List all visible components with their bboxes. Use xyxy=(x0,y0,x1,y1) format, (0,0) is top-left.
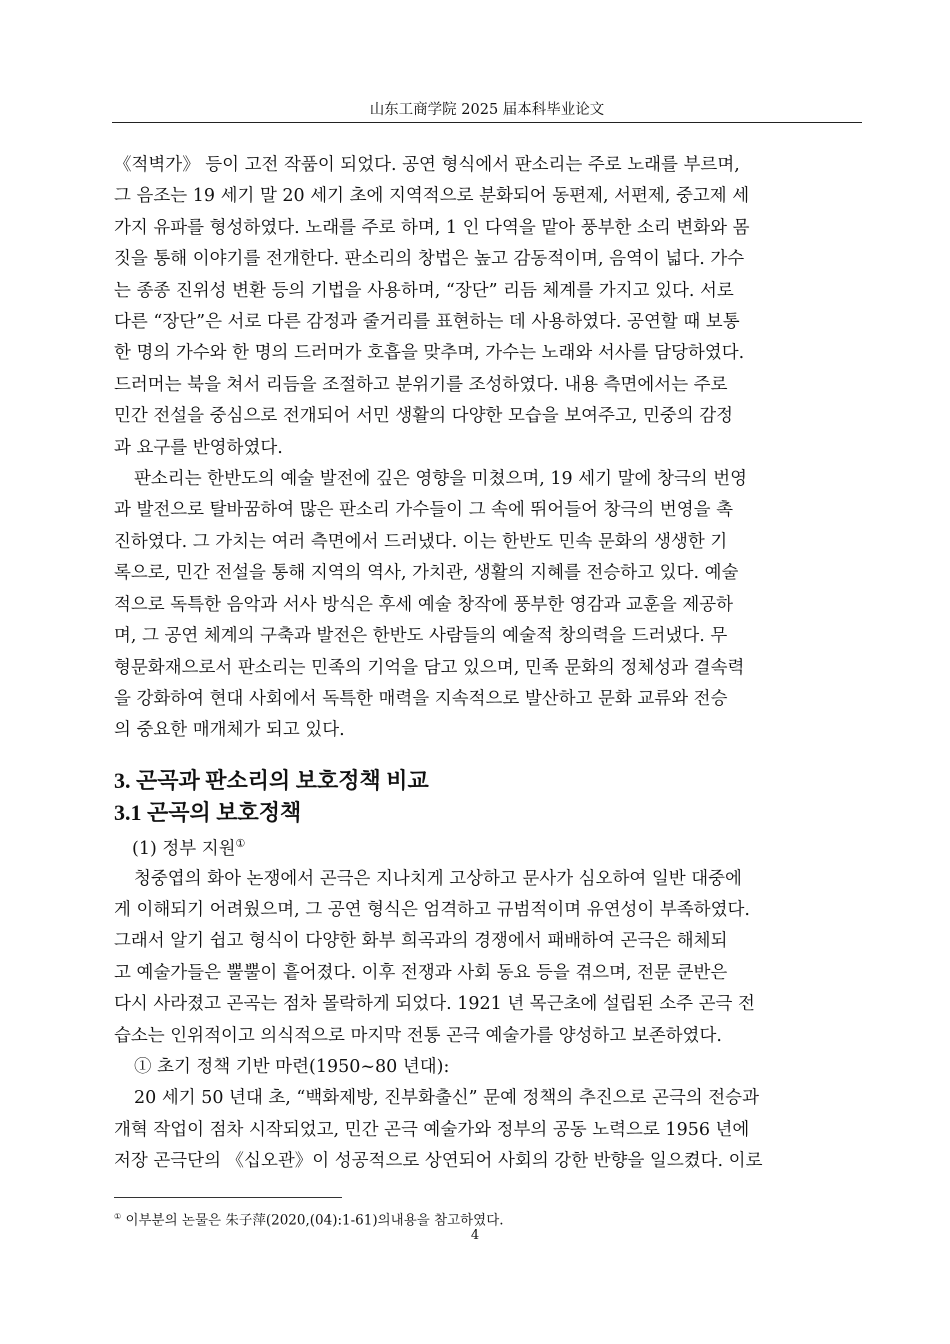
paragraph-2 xyxy=(114,464,860,747)
text-line: 다른 “장단”은 서로 다른 감정과 줄거리를 표현하는 데 사용하였다. 공연할 때 보통 xyxy=(114,312,740,333)
text-line: 한 명의 가수와 한 명의 드러머가 호흡을 맞추며, 가수는 노래와 서사를 담당하였다. xyxy=(114,343,745,364)
text-line: 록으로, 민간 전설을 통해 지역의 역사, 가치관, 생활의 지혜를 전승하고 있다. 예술 xyxy=(114,563,739,584)
text-line: ① 초기 정책 기반 마련(1950~80 년대): xyxy=(134,1056,450,1077)
text-line: 20 세기 50 년대 초, “백화제방, 진부화출신” 문예 정책의 추진으로 곤극의 전승과 xyxy=(134,1088,759,1109)
text-line: 게 이해되기 어려웠으며, 그 공연 형식은 엄격하고 규범적이며 유연성이 부족하였다. xyxy=(114,899,750,920)
text-line: 습소는 인위적이고 의식적으로 마지막 전통 곤극 예술가를 양성하고 보존하였다. xyxy=(114,1025,722,1046)
text-line: 《적벽가》 등이 고전 작품이 되었다. 공연 형식에서 판소리는 주로 노래를 부르며, xyxy=(114,155,740,175)
text-line: 고 예술가들은 뿔뿔이 흩어졌다. 이후 전쟁과 사회 동요 등을 겪으며, 전문 쿤반은 xyxy=(114,962,728,983)
text-line: 판소리는 한반도의 예술 발전에 깊은 영향을 미쳤으며, 19 세기 말에 창극의 번영 xyxy=(134,469,748,490)
text-line: 진하였다. 그 가치는 여러 측면에서 드러냈다. 이는 한반도 민속 문화의 생생한 기 xyxy=(114,531,728,552)
paragraph-3 xyxy=(114,864,860,1052)
text-line: 형문화재으로서 판소리는 민족의 기억을 담고 있으며, 민족 문화의 정체성과 결속력 xyxy=(114,657,745,678)
text-line: 과 발전으로 탈바꿈하여 많은 판소리 가수들이 그 속에 뛰어들어 창극의 번영을 촉 xyxy=(114,500,734,521)
header-divider xyxy=(112,122,862,123)
text-line: 민간 전설을 중심으로 전개되어 서민 생활의 다양한 모습을 보여주고, 민중의 감정 xyxy=(114,406,734,427)
text-line: 개혁 작업이 점차 시작되었고, 민간 곤극 예술가와 정부의 공동 노력으로 1956 년에 xyxy=(114,1119,750,1140)
text-line: 과 요구를 반영하였다. xyxy=(114,437,283,458)
subsection-heading: 3.1 곤곡의 보호정책 xyxy=(114,799,302,825)
footnote xyxy=(114,1208,504,1230)
page-body xyxy=(114,150,860,1178)
page-number: 4 xyxy=(470,1228,480,1243)
running-header: 山东工商学院 2025 届本科毕业论文 xyxy=(369,102,605,118)
text-line: 짓을 통해 이야기를 전개한다. 판소리의 창법은 높고 감동적이며, 음역이 넓다. 가수 xyxy=(114,249,745,270)
text-line: 며, 그 공연 체계의 구축과 발전은 한반도 사람들의 예술적 창의력을 드러냈다. 무 xyxy=(114,626,728,647)
text-line: 그 음조는 19 세기 말 20 세기 초에 지역적으로 분화되어 동편제, 서편제, 중고제 세 xyxy=(114,186,750,207)
paragraph-4 xyxy=(114,1083,860,1177)
footnote-divider xyxy=(114,1197,342,1198)
text-line: 을 강화하여 현대 사회에서 독특한 매력을 지속적으로 발산하고 문화 교류와 전승 xyxy=(114,688,728,709)
text-line: 저장 곤극단의 《십오관》이 성공적으로 상연되어 사회의 강한 반향을 일으켰다. 이로 xyxy=(114,1151,763,1172)
footnote-reference: ① xyxy=(235,836,246,850)
list-item xyxy=(114,1052,860,1083)
text-line: 그래서 알기 쉽고 형식이 다양한 화부 희곡과의 경쟁에서 패배하여 곤극은 해체되 xyxy=(114,931,728,952)
paragraph-1 xyxy=(114,150,860,464)
text-line: 의 중요한 매개체가 되고 있다. xyxy=(114,720,345,741)
text-line: 적으로 독특한 음악과 서사 방식은 후세 예술 창작에 풍부한 영감과 교훈을 제공하 xyxy=(114,594,734,615)
text-line: 가지 유파를 형성하였다. 노래를 주로 하며, 1 인 다역을 맡아 풍부한 소리 변화와 몸 xyxy=(114,217,750,238)
subheading-text: (1) 정부 지원 xyxy=(132,838,236,859)
text-line: 드러머는 북을 쳐서 리듬을 조절하고 분위기를 조성하였다. 내용 측면에서는 주로 xyxy=(114,374,728,395)
section-heading: 3. 곤곡과 판소리의 보호정책 비교 xyxy=(114,767,429,793)
footnote-text: 이부분의 논물은 朱子萍(2020,(04):1-61)의내용을 참고하였다. xyxy=(125,1212,504,1229)
footnote-mark: ① xyxy=(114,1212,122,1221)
subheading-government-support xyxy=(114,829,860,864)
text-line: 청중엽의 화아 논쟁에서 곤극은 지나치게 고상하고 문사가 심오하여 일반 대중에 xyxy=(134,868,742,889)
text-line: 다시 사라졌고 곤곡는 점차 몰락하게 되었다. 1921 년 목근초에 설립된 소주 곤극 전 xyxy=(114,994,755,1015)
text-line: 는 종종 진위성 변환 등의 기법을 사용하며, “장단” 리듬 체계를 가지고 있다. 서로 xyxy=(114,280,734,301)
